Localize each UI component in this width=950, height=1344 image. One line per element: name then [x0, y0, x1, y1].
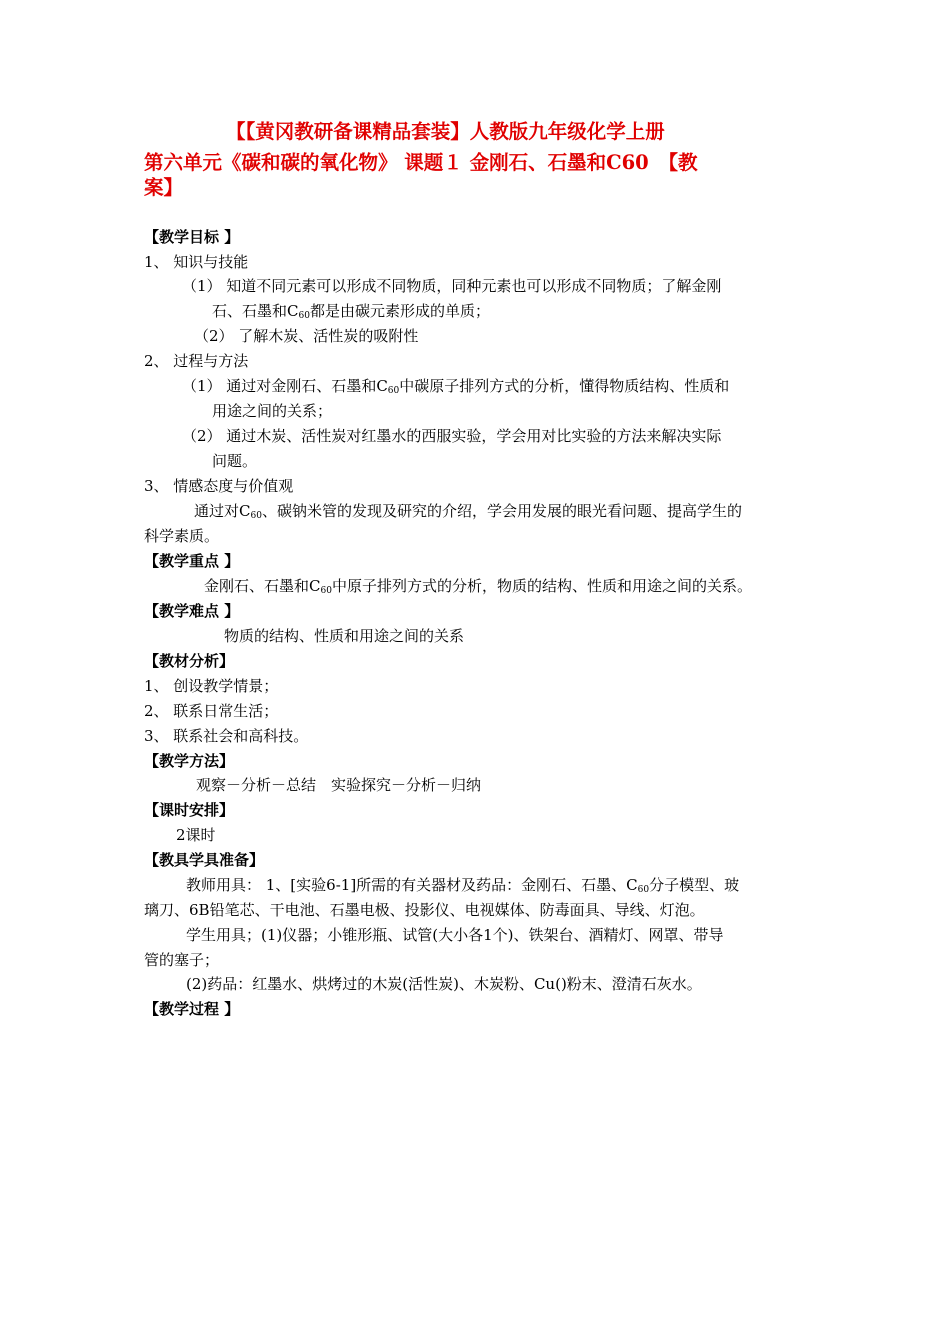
subscript-60: 60	[250, 511, 262, 521]
text-segment: 中碳原子排列方式的分析，懂得物质结构、性质和	[399, 377, 730, 395]
material-heading: 【教材分析】	[144, 652, 235, 670]
text-segment: 、碳钠米管的发现及研究的介绍，学会用发展的眼光看问题、提高学生的	[261, 502, 742, 520]
text-segment: 石、石墨和C	[212, 302, 299, 320]
tools-student-line-b: 管的塞子；	[144, 951, 220, 969]
text-segment: 金刚石、石墨和C	[204, 577, 321, 595]
goals-item-2: 2、 过程与方法	[144, 352, 249, 370]
difficulty-heading: 【教学难点 】	[144, 602, 240, 620]
material-item-3: 3、 联系社会和高科技。	[144, 727, 309, 745]
document-title-line-3: 案】	[144, 176, 184, 199]
tools-teacher-line-b: 璃刀、6B铅笔芯、干电池、石墨电极、投影仪、电视媒体、防毒面具、导线、灯泡。	[144, 901, 705, 919]
goals-item-2-1-line-b: 用途之间的关系；	[212, 402, 333, 420]
text-segment: （1） 通过对金刚石、石墨和C	[182, 377, 388, 395]
difficulty-text: 物质的结构、性质和用途之间的关系	[224, 627, 465, 645]
subscript-60: 60	[298, 311, 310, 321]
tools-teacher-line-a	[186, 875, 739, 900]
goals-item-3-line-a	[194, 501, 742, 526]
text-segment: 分子模型、玻	[649, 876, 740, 894]
method-text: 观察－分析－总结 实验探究－分析－归纳	[196, 776, 482, 794]
tools-heading: 【教具学具准备】	[144, 851, 265, 869]
goals-item-1-1-line-a: （1） 知道不同元素可以形成不同物质，同种元素也可以形成不同物质；了解金刚	[182, 277, 722, 295]
text-segment: 中原子排列方式的分析，物质的结构、性质和用途之间的关系。	[331, 577, 752, 595]
subscript-60: 60	[387, 386, 400, 396]
goals-item-1: 1、 知识与技能	[144, 253, 249, 271]
goals-item-2-2-line-b: 问题。	[212, 452, 258, 470]
key-text	[204, 576, 752, 601]
goals-item-2-1-line-a	[182, 376, 729, 401]
hours-text: 2课时	[176, 826, 216, 844]
goals-item-2-2-line-a: （2） 通过木炭、活性炭对红墨水的西服实验，学会用对比实验的方法来解决实际	[182, 427, 722, 445]
goals-item-1-2: （2） 了解木炭、活性炭的吸附性	[194, 327, 419, 345]
process-heading: 【教学过程 】	[144, 1000, 240, 1018]
document-title-line-2: 第六单元《碳和碳的氧化物》 课题１ 金刚石、石墨和C60 【教	[144, 151, 698, 174]
tools-student-line-a: 学生用具；(1)仪器；小锥形瓶、试管(大小各1个)、铁架台、酒精灯、网罩、带导	[186, 926, 724, 944]
material-item-1: 1、 创设教学情景；	[144, 677, 279, 695]
goals-item-1-1-line-b	[212, 301, 490, 326]
text-segment: 通过对C	[194, 502, 251, 520]
goals-heading: 【教学目标 】	[144, 228, 240, 246]
hours-heading: 【课时安排】	[144, 801, 235, 819]
text-segment: 教师用具： 1、[实验6-1]所需的有关器材及药品：金刚石、石墨、C	[186, 876, 638, 894]
goals-item-3-line-b: 科学素质。	[144, 527, 220, 545]
text-segment: 都是由碳元素形成的单质；	[309, 302, 490, 320]
tools-student-line-c: (2)药品：红墨水、烘烤过的木炭(活性炭)、木炭粉、Cu()粉末、澄清石灰水。	[186, 975, 702, 993]
material-item-2: 2、 联系日常生活；	[144, 702, 279, 720]
subscript-60: 60	[637, 885, 650, 895]
goals-item-3: 3、 情感态度与价值观	[144, 477, 294, 495]
key-heading: 【教学重点 】	[144, 552, 240, 570]
method-heading: 【教学方法】	[144, 752, 235, 770]
document-title-line-1: 【【黄冈教研备课精品套装】人教版九年级化学上册	[226, 120, 665, 143]
subscript-60: 60	[320, 586, 332, 596]
